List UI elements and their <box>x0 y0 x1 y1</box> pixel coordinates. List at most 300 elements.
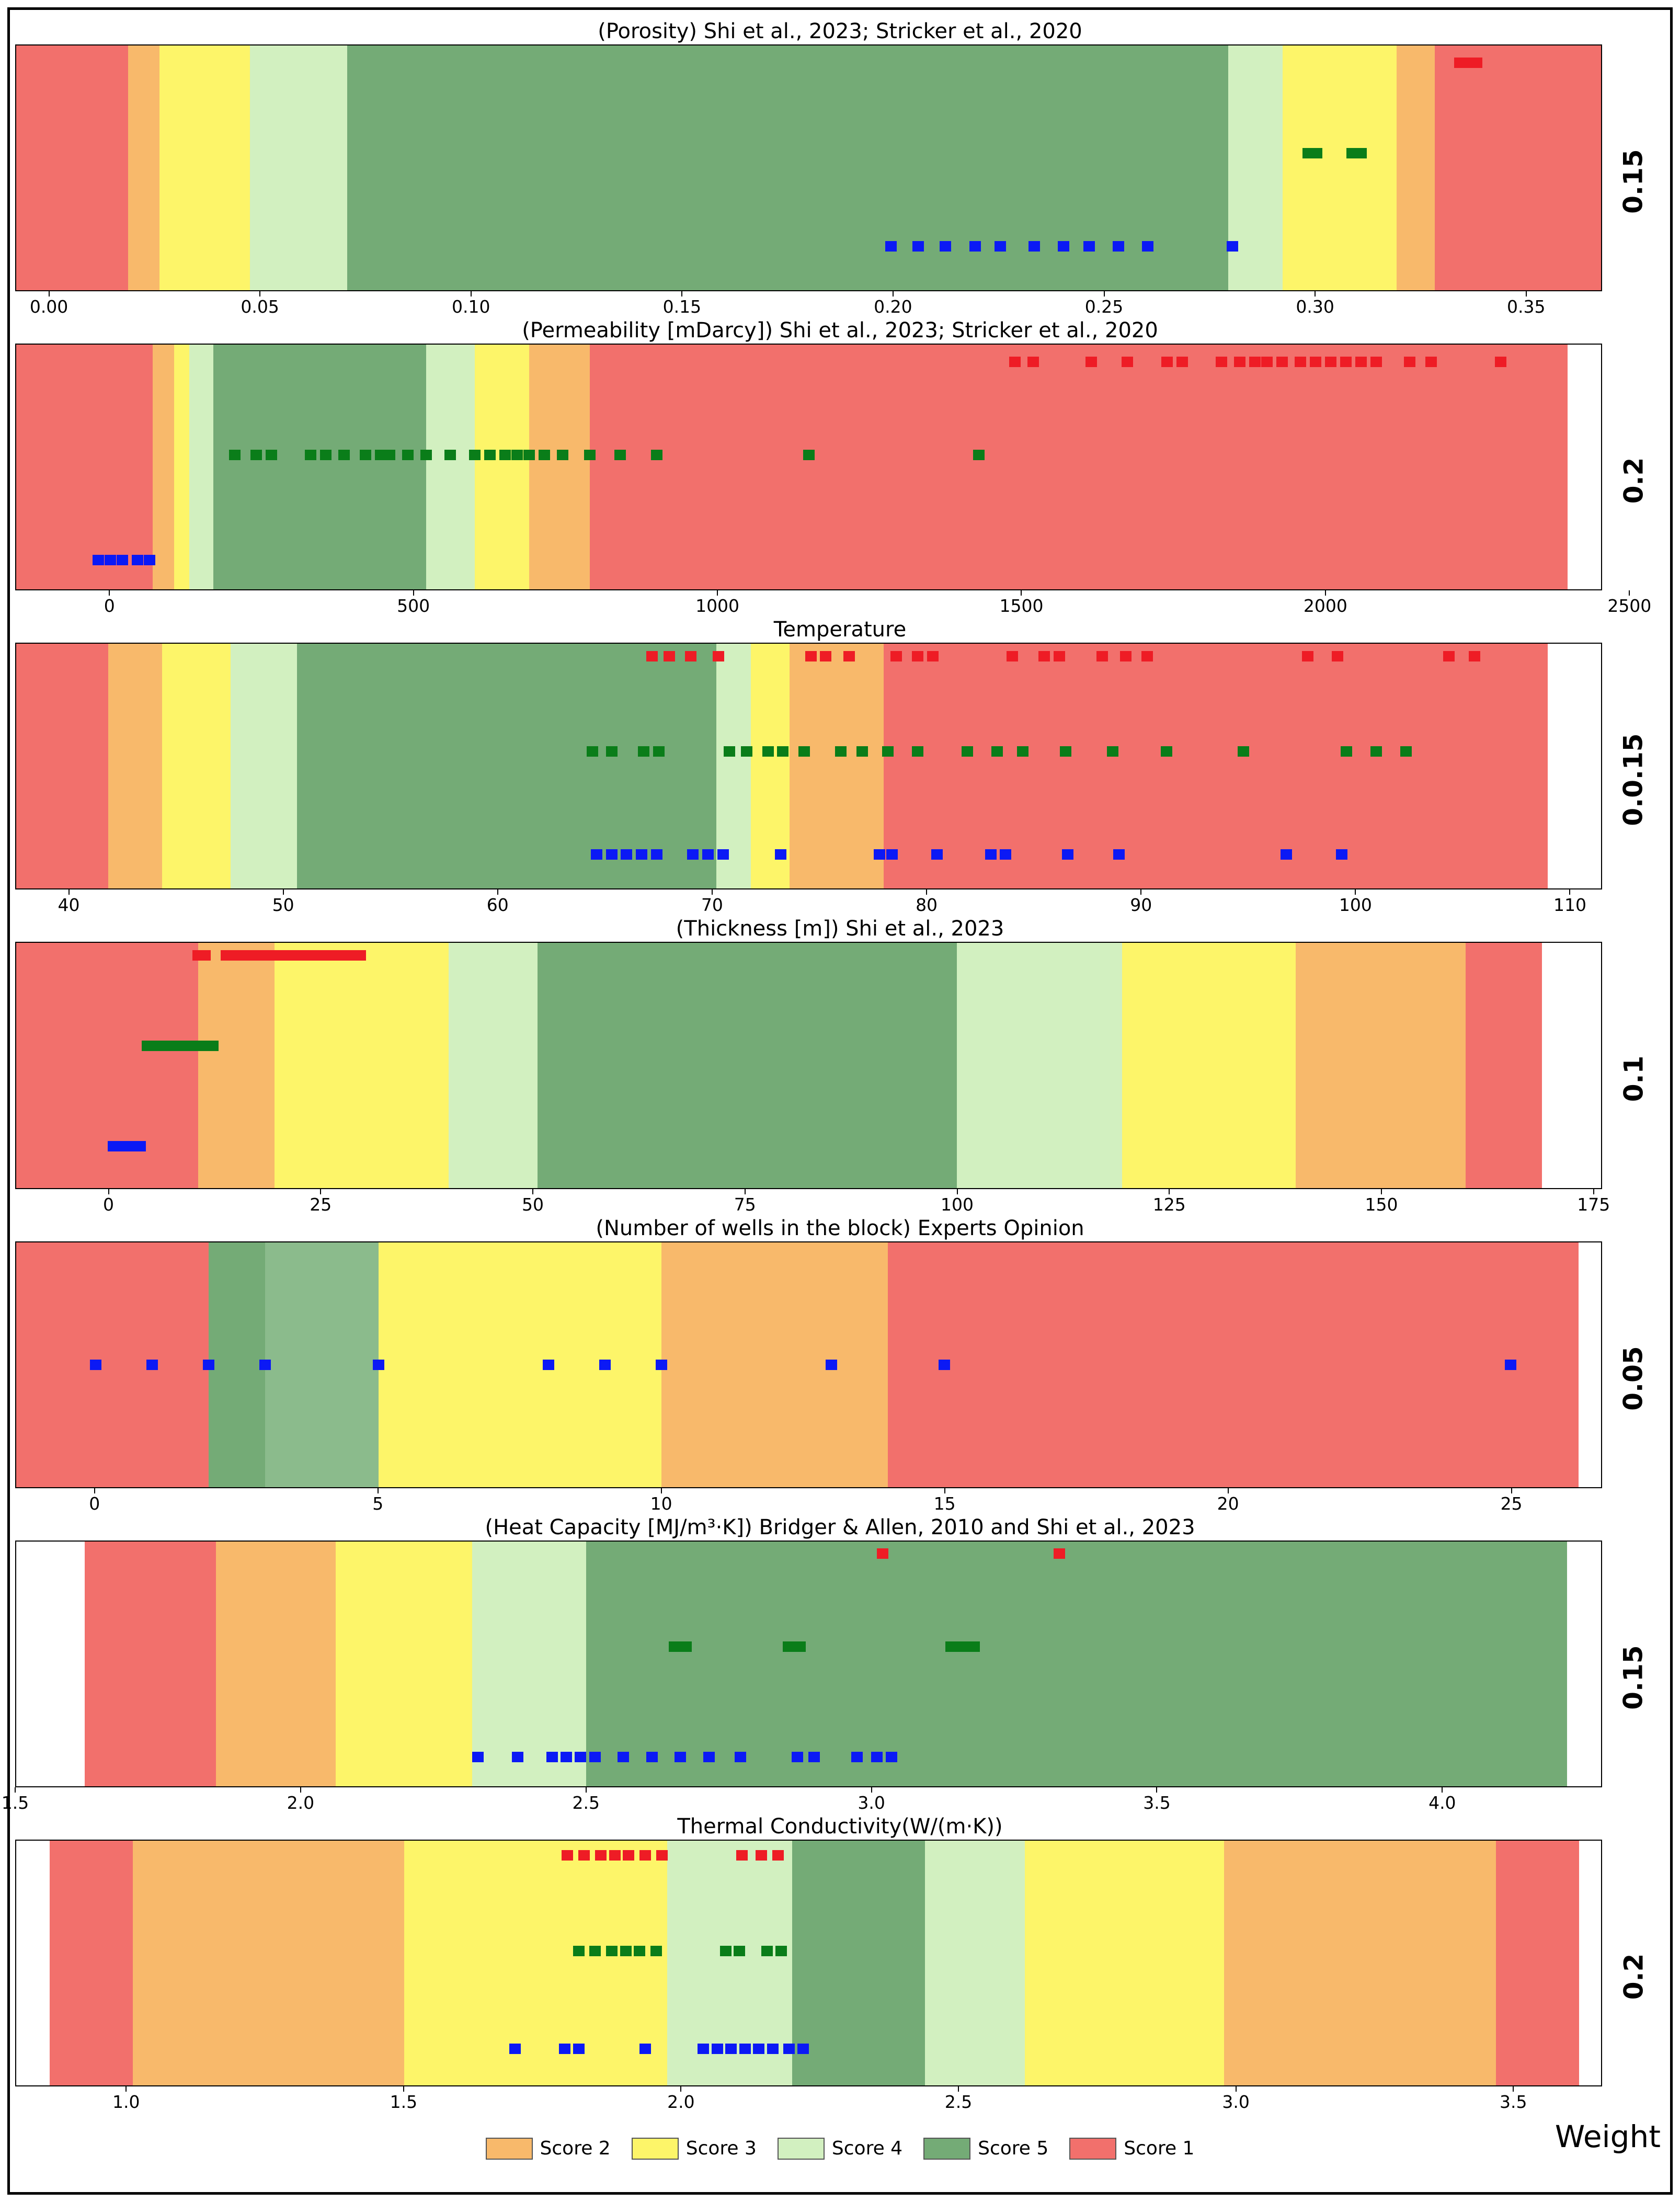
data-point-marker <box>144 555 155 565</box>
data-point-marker <box>606 746 618 757</box>
data-point-marker <box>1310 357 1321 367</box>
plot-area-wrapper <box>15 942 1610 1216</box>
score-band <box>16 644 108 888</box>
data-point-marker <box>620 1946 632 1956</box>
data-point-marker <box>725 2044 737 2054</box>
score-band <box>231 644 297 888</box>
data-point-marker <box>1311 148 1322 158</box>
score-band <box>792 1841 925 2085</box>
data-point-marker <box>402 450 414 460</box>
x-tick <box>94 1488 95 1493</box>
panel-title: (Heat Capacity [MJ/m³·K]) Bridger & Allen, 2010 and Shi et al., 2023 <box>485 1515 1195 1539</box>
legend-label: Score 2 <box>540 2138 611 2160</box>
data-point-marker <box>1096 651 1108 661</box>
x-tick-label: 2000 <box>1303 596 1347 617</box>
data-point-marker <box>305 450 316 460</box>
panel-title: (Number of wells in the block) Experts Opinion <box>596 1216 1084 1240</box>
data-point-marker <box>664 651 675 661</box>
score-band <box>216 1542 336 1786</box>
data-point-marker <box>826 1360 837 1370</box>
x-tick-label: 0.25 <box>1084 296 1124 317</box>
x-tick-label: 50 <box>522 1194 544 1215</box>
data-point-marker <box>250 450 262 460</box>
data-point-marker <box>638 746 649 757</box>
data-point-marker <box>93 555 104 565</box>
data-point-marker <box>1122 357 1133 367</box>
chart-panel <box>15 1815 1665 2114</box>
data-point-marker <box>753 2044 764 2054</box>
score-band <box>1122 943 1296 1188</box>
x-tick <box>1104 291 1105 296</box>
data-point-marker <box>680 1641 692 1652</box>
data-point-marker <box>573 1946 585 1956</box>
x-axis <box>15 1189 1610 1216</box>
x-tick <box>49 291 50 296</box>
legend-item <box>778 2138 902 2160</box>
x-tick <box>320 1189 321 1194</box>
data-point-marker <box>543 1360 554 1370</box>
x-tick-label: 10 <box>650 1493 672 1514</box>
data-point-marker <box>1340 357 1352 367</box>
data-point-marker <box>783 2044 795 2054</box>
weight-value <box>1602 942 1665 1216</box>
data-point-marker <box>199 950 211 961</box>
data-point-marker <box>687 849 699 860</box>
x-tick <box>125 2086 127 2092</box>
data-point-marker <box>736 1850 748 1861</box>
data-point-marker <box>609 1850 621 1861</box>
data-point-marker <box>1113 849 1125 860</box>
data-point-marker <box>940 241 951 252</box>
data-point-marker <box>444 450 456 460</box>
x-tick-label: 0.05 <box>241 296 279 317</box>
plot-axes <box>15 1241 1602 1488</box>
data-point-marker <box>882 746 894 757</box>
weight-value <box>1602 344 1665 618</box>
x-tick-label: 0.00 <box>29 296 68 317</box>
x-tick <box>1156 1787 1157 1793</box>
data-point-marker <box>808 1752 820 1762</box>
plot-axes <box>15 942 1602 1189</box>
weight-axis-label: Weight <box>1555 2118 1661 2154</box>
score-band <box>1466 943 1542 1188</box>
score-band <box>472 1542 586 1786</box>
data-point-marker <box>735 1752 746 1762</box>
score-band <box>85 1542 216 1786</box>
x-axis <box>15 2086 1602 2114</box>
data-point-marker <box>587 746 598 757</box>
x-tick-label: 1.5 <box>1 1792 29 1813</box>
x-tick <box>1169 1189 1170 1194</box>
x-tick-label: 3.0 <box>1222 2091 1250 2112</box>
data-point-marker <box>1238 746 1249 757</box>
score-band <box>884 644 1548 888</box>
x-tick <box>957 1189 958 1194</box>
x-tick-label: 2.0 <box>667 2091 695 2112</box>
data-point-marker <box>146 1360 158 1370</box>
data-point-marker <box>713 651 724 661</box>
data-point-marker <box>203 1360 214 1370</box>
x-tick <box>1021 590 1022 596</box>
x-tick-label: 1.0 <box>112 2091 140 2112</box>
x-tick-label: 100 <box>1339 895 1372 916</box>
x-axis <box>15 590 1652 618</box>
data-point-marker <box>589 1752 601 1762</box>
data-point-marker <box>575 1752 586 1762</box>
data-point-marker <box>484 450 496 460</box>
data-point-marker <box>985 849 997 860</box>
data-point-marker <box>1058 241 1069 252</box>
data-point-marker <box>650 1946 662 1956</box>
x-tick-label: 90 <box>1130 895 1152 916</box>
data-point-marker <box>712 2044 723 2054</box>
x-tick-label: 1.5 <box>390 2091 418 2112</box>
data-point-marker <box>599 1360 611 1370</box>
data-point-marker <box>1295 357 1306 367</box>
panel-title: (Permeability [mDarcy]) Shi et al., 2023; Stricker et al., 2020 <box>522 318 1158 343</box>
x-tick-label: 2.5 <box>572 1792 600 1813</box>
data-point-marker <box>584 450 596 460</box>
score-band <box>1496 1841 1579 2085</box>
x-tick <box>944 1488 945 1493</box>
score-band <box>133 1841 404 2085</box>
data-point-marker <box>741 746 752 757</box>
plot-area-wrapper <box>15 1840 1602 2114</box>
x-tick-label: 3.5 <box>1499 2091 1527 2112</box>
data-point-marker <box>775 1946 787 1956</box>
score-band <box>661 1242 888 1487</box>
data-point-marker <box>968 1641 980 1652</box>
data-point-marker <box>794 1641 806 1652</box>
x-tick <box>532 1189 533 1194</box>
x-tick-label: 3.0 <box>858 1792 885 1813</box>
data-point-marker <box>1028 241 1040 252</box>
x-axis <box>15 291 1602 318</box>
x-tick-label: 1500 <box>999 596 1044 617</box>
data-point-marker <box>798 746 810 757</box>
score-band <box>198 943 275 1188</box>
x-tick <box>1315 291 1316 296</box>
data-point-marker <box>835 746 847 757</box>
data-point-marker <box>523 450 535 460</box>
score-band <box>108 644 162 888</box>
chart-panel <box>15 917 1665 1216</box>
data-point-marker <box>1000 849 1011 860</box>
data-point-marker <box>797 2044 809 2054</box>
data-point-marker <box>1469 651 1480 661</box>
data-point-marker <box>874 849 885 860</box>
data-point-marker <box>1027 357 1039 367</box>
x-tick <box>926 889 927 895</box>
data-point-marker <box>1017 746 1028 757</box>
data-point-marker <box>717 849 729 860</box>
data-point-marker <box>792 1752 803 1762</box>
plot-row <box>1 1541 1665 1815</box>
x-tick-label: 4.0 <box>1428 1792 1456 1813</box>
score-band <box>925 1841 1025 2085</box>
score-band <box>16 943 198 1188</box>
score-band <box>347 45 1228 290</box>
score-band <box>50 1841 133 2085</box>
data-point-marker <box>1062 849 1073 860</box>
data-point-marker <box>1007 651 1018 661</box>
data-point-marker <box>1054 651 1065 661</box>
data-point-marker <box>772 1850 784 1861</box>
data-point-marker <box>606 1946 618 1956</box>
data-point-marker <box>639 2044 651 2054</box>
x-tick-label: 2500 <box>1607 596 1652 617</box>
score-band <box>265 1242 379 1487</box>
score-band <box>449 943 538 1188</box>
data-point-marker <box>1276 357 1288 367</box>
x-tick-label: 60 <box>486 895 509 916</box>
x-tick <box>1381 1189 1382 1194</box>
score-band <box>379 1242 661 1487</box>
data-point-marker <box>1471 58 1482 68</box>
x-tick <box>1526 291 1527 296</box>
x-axis <box>1 1787 1602 1815</box>
data-point-marker <box>969 241 981 252</box>
data-point-marker <box>739 2044 751 2054</box>
plot-axes <box>15 1840 1602 2086</box>
legend <box>15 2138 1665 2160</box>
score-band <box>1224 1841 1495 2085</box>
data-point-marker <box>623 1850 634 1861</box>
data-point-marker <box>606 849 618 860</box>
data-point-marker <box>1281 849 1292 860</box>
data-point-marker <box>591 849 602 860</box>
data-point-marker <box>912 241 924 252</box>
plot-area-wrapper <box>15 344 1652 618</box>
data-point-marker <box>589 1946 601 1956</box>
score-band <box>1283 45 1397 290</box>
data-point-marker <box>621 849 632 860</box>
data-point-marker <box>912 651 923 661</box>
data-point-marker <box>783 1641 794 1652</box>
weight-value-text: 0.15 <box>1618 149 1649 214</box>
data-point-marker <box>762 746 774 757</box>
legend-label: Score 5 <box>978 2138 1049 2160</box>
score-band <box>475 345 530 589</box>
x-tick <box>712 889 713 895</box>
plot-axes <box>15 643 1602 889</box>
x-tick-label: 25 <box>310 1194 332 1215</box>
x-tick <box>413 590 414 596</box>
data-point-marker <box>636 849 647 860</box>
data-point-marker <box>634 1946 645 1956</box>
plot-axes <box>15 44 1602 291</box>
data-point-marker <box>651 849 662 860</box>
data-point-marker <box>843 651 855 661</box>
plot-area-wrapper <box>15 643 1602 917</box>
data-point-marker <box>1325 357 1336 367</box>
data-point-marker <box>561 1752 572 1762</box>
weight-value <box>1602 44 1665 318</box>
data-point-marker <box>820 651 831 661</box>
x-tick-label: 100 <box>941 1194 974 1215</box>
weight-value-text: 0.0.15 <box>1618 733 1649 826</box>
score-band <box>790 644 884 888</box>
data-point-marker <box>656 1360 667 1370</box>
x-tick <box>15 1787 16 1793</box>
data-point-marker <box>724 746 735 757</box>
x-tick <box>1593 1189 1594 1194</box>
weight-value-text: 0.15 <box>1618 1645 1649 1710</box>
x-tick <box>1228 1488 1229 1493</box>
data-point-marker <box>266 450 277 460</box>
x-tick-label: 2.5 <box>944 2091 973 2112</box>
data-point-marker <box>656 1850 668 1861</box>
plot-row <box>15 1840 1665 2114</box>
data-point-marker <box>703 1752 715 1762</box>
data-point-marker <box>373 1360 384 1370</box>
x-tick-label: 0.35 <box>1506 296 1546 317</box>
x-tick <box>893 291 894 296</box>
score-band <box>1435 45 1601 290</box>
data-point-marker <box>1060 746 1071 757</box>
x-tick-label: 50 <box>272 895 294 916</box>
panel-title: Thermal Conductivity(W/(m·K)) <box>677 1814 1003 1839</box>
data-point-marker <box>871 1752 883 1762</box>
plot-axes <box>15 1541 1602 1787</box>
plot-area-wrapper <box>15 44 1602 318</box>
plot-row <box>15 44 1665 318</box>
score-band <box>538 943 957 1188</box>
data-point-marker <box>1009 357 1021 367</box>
data-point-marker <box>805 651 817 661</box>
x-tick <box>1140 889 1141 895</box>
x-axis <box>15 1488 1602 1515</box>
data-point-marker <box>355 950 366 961</box>
data-point-marker <box>775 849 786 860</box>
x-tick <box>958 2086 959 2092</box>
data-point-marker <box>651 450 662 460</box>
data-point-marker <box>962 746 973 757</box>
data-point-marker <box>669 1641 680 1652</box>
data-point-marker <box>1332 651 1343 661</box>
plot-axes <box>15 344 1602 590</box>
x-tick <box>283 889 284 895</box>
data-point-marker <box>653 746 665 757</box>
x-tick <box>745 1189 746 1194</box>
panel-stack <box>1 10 1670 2192</box>
score-band <box>213 345 426 589</box>
data-point-marker <box>720 1946 732 1956</box>
score-band <box>888 1242 1579 1487</box>
data-point-marker <box>420 450 432 460</box>
data-point-marker <box>1038 651 1050 661</box>
x-tick-label: 20 <box>1217 1493 1239 1514</box>
x-tick-label: 175 <box>1577 1194 1610 1215</box>
data-point-marker <box>995 241 1006 252</box>
legend-item <box>632 2138 757 2160</box>
x-tick <box>403 2086 404 2092</box>
x-tick-label: 15 <box>933 1493 956 1514</box>
legend-swatch <box>632 2138 679 2160</box>
x-tick-label: 25 <box>1500 1493 1523 1514</box>
data-point-marker <box>1404 357 1415 367</box>
data-point-marker <box>546 1752 558 1762</box>
chart-panel <box>1 1515 1665 1815</box>
x-tick <box>680 2086 681 2092</box>
x-tick-label: 80 <box>916 895 938 916</box>
data-point-marker <box>1113 241 1124 252</box>
data-point-marker <box>117 555 128 565</box>
x-tick <box>68 889 70 895</box>
weight-value-text: 0.2 <box>1618 1953 1649 2000</box>
x-tick <box>1325 590 1326 596</box>
plot-row <box>15 942 1665 1216</box>
data-point-marker <box>639 1850 651 1861</box>
x-tick <box>717 590 718 596</box>
legend-swatch <box>923 2138 970 2160</box>
x-tick <box>1355 889 1356 895</box>
chart-panel <box>15 19 1665 318</box>
data-point-marker <box>1355 357 1367 367</box>
x-tick-label: 70 <box>701 895 723 916</box>
data-point-marker <box>1161 357 1173 367</box>
x-tick <box>378 1488 379 1493</box>
data-point-marker <box>1336 849 1347 860</box>
score-band <box>250 45 347 290</box>
data-point-marker <box>320 450 332 460</box>
score-band <box>1228 45 1283 290</box>
x-tick <box>1442 1787 1443 1793</box>
data-point-marker <box>618 1752 629 1762</box>
chart-panel <box>15 618 1665 917</box>
plot-area-wrapper <box>1 1541 1602 1815</box>
score-band <box>16 45 128 290</box>
data-point-marker <box>1302 651 1313 661</box>
x-tick <box>1511 1488 1512 1493</box>
weight-value <box>1602 1241 1665 1515</box>
x-tick-label: 40 <box>58 895 80 916</box>
x-tick <box>109 590 110 596</box>
x-tick-label: 150 <box>1365 1194 1398 1215</box>
data-point-marker <box>509 2044 521 2054</box>
legend-item <box>923 2138 1048 2160</box>
x-tick-label: 2.0 <box>287 1792 315 1813</box>
data-point-marker <box>578 1850 590 1861</box>
chart-panel <box>15 1216 1665 1515</box>
legend-swatch <box>1069 2138 1116 2160</box>
data-point-marker <box>360 450 371 460</box>
data-point-marker <box>646 1752 658 1762</box>
score-band <box>957 943 1122 1188</box>
weight-value <box>1602 1840 1665 2114</box>
data-point-marker <box>499 450 511 460</box>
data-point-marker <box>756 1850 767 1861</box>
data-point-marker <box>384 450 395 460</box>
legend-item <box>486 2138 611 2160</box>
x-tick-label: 3.5 <box>1143 1792 1171 1813</box>
data-point-marker <box>890 651 902 661</box>
data-point-marker <box>472 1752 484 1762</box>
data-point-marker <box>877 1548 888 1559</box>
score-band <box>16 1242 209 1487</box>
data-point-marker <box>1505 1360 1516 1370</box>
plot-row <box>15 344 1665 618</box>
score-band <box>404 1841 667 2085</box>
weight-value-text: 0.05 <box>1618 1345 1649 1411</box>
data-point-marker <box>562 1850 573 1861</box>
data-point-marker <box>912 746 923 757</box>
score-band <box>336 1542 473 1786</box>
legend-swatch <box>486 2138 533 2160</box>
data-point-marker <box>675 1752 686 1762</box>
x-tick-label: 500 <box>397 596 430 617</box>
score-band <box>1397 45 1435 290</box>
